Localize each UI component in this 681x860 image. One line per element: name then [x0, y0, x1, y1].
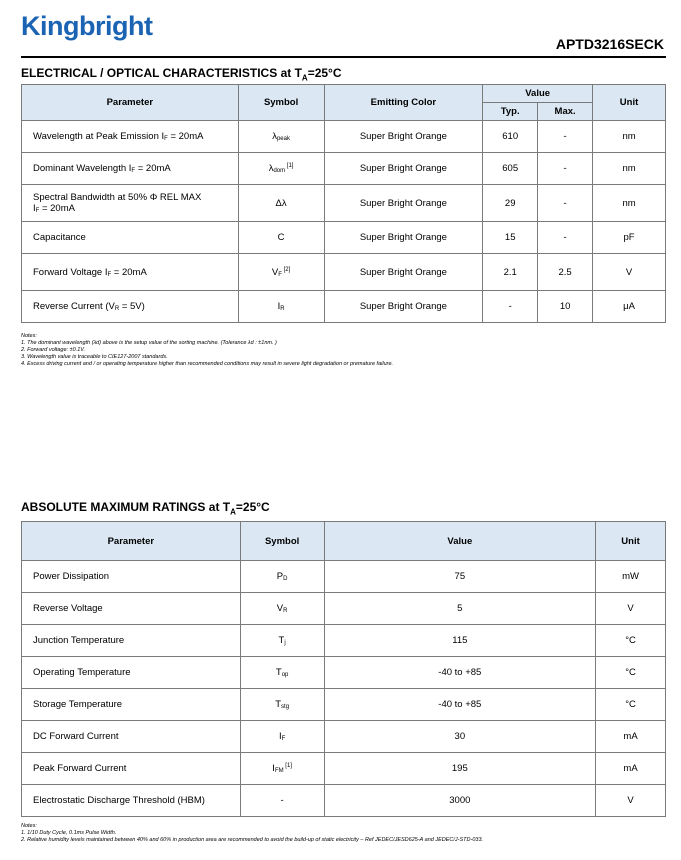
header-divider: [21, 56, 666, 58]
table-row: [22, 291, 666, 323]
electrical-section-title: ELECTRICAL / OPTICAL CHARACTERISTICS at $T_A=25^\circ C$: [21, 66, 342, 83]
symbol-cell: IR: [238, 291, 324, 323]
value-cell: 115: [324, 625, 596, 657]
symbol-cell: -: [240, 785, 324, 817]
param-subscript: R: [114, 306, 120, 312]
param-cell: Wavelength at Peak Emission IF = 20mA: [22, 121, 239, 153]
param-cell: Forward Voltage IF = 20mA: [22, 254, 239, 291]
symbol-subscript: D: [283, 576, 288, 582]
color-cell: Super Bright Orange: [324, 153, 483, 185]
param-cell: Operating Temperature: [22, 657, 241, 689]
symbol-cell: VF [2]: [238, 254, 324, 291]
value-cell: 195: [324, 753, 596, 785]
symbol-cell: Δλ: [238, 185, 324, 222]
unit-cell: μA: [593, 291, 666, 323]
param-cell: Peak Forward Current: [22, 753, 241, 785]
symbol-cell: C: [238, 222, 324, 254]
unit-cell: °C: [596, 625, 666, 657]
typ-cell: 605: [483, 153, 538, 185]
unit-cell: mW: [596, 561, 666, 593]
note-line: 1. The dominant wavelength (λd) above is the setup value of the sorting machine. (Tolerance λd : ±1nm. ): [21, 340, 277, 346]
param-cell: Spectral Bandwidth at 50% Φ REL MAX IF = 20mA: [22, 185, 239, 222]
unit-cell: mA: [596, 753, 666, 785]
table-row: [22, 785, 666, 817]
unit-cell: nm: [593, 185, 666, 222]
typ-cell: 29: [483, 185, 538, 222]
typ-cell: 2.1: [483, 254, 538, 291]
symbol-note-ref: [1]: [283, 763, 292, 769]
table-row: [22, 222, 666, 254]
unit-cell: V: [596, 785, 666, 817]
table-row: [22, 185, 666, 222]
value-cell: -40 to +85: [324, 657, 596, 689]
col-header-unit: Unit: [593, 85, 666, 121]
param-cell: Electrostatic Discharge Threshold (HBM): [22, 785, 241, 817]
max-cell: -: [538, 222, 593, 254]
table-row: [22, 121, 666, 153]
unit-cell: V: [596, 593, 666, 625]
param-cell: Junction Temperature: [22, 625, 241, 657]
max-cell: -: [538, 121, 593, 153]
symbol-cell: Tj: [240, 625, 324, 657]
table-row: [22, 721, 666, 753]
note-line: Notes:: [21, 823, 37, 829]
value-cell: 75: [324, 561, 596, 593]
unit-cell: nm: [593, 153, 666, 185]
symbol-cell: Tstg: [240, 689, 324, 721]
unit-cell: °C: [596, 657, 666, 689]
unit-cell: nm: [593, 121, 666, 153]
table-row: [22, 593, 666, 625]
color-cell: Super Bright Orange: [324, 185, 483, 222]
value-cell: -40 to +85: [324, 689, 596, 721]
value-cell: 3000: [324, 785, 596, 817]
abs-col-header-symbol: Symbol: [240, 522, 324, 561]
param-subscript: F: [131, 168, 136, 174]
note-line: 1. 1/10 Duty Cycle, 0.1ms Pulse Width.: [21, 830, 117, 836]
typ-cell: 15: [483, 222, 538, 254]
max-cell: -: [538, 153, 593, 185]
symbol-cell: λpeak: [238, 121, 324, 153]
symbol-subscript: dom: [273, 168, 286, 174]
col-header-parameter: Parameter: [22, 85, 239, 121]
col-header-symbol: Symbol: [238, 85, 324, 121]
brand-logo: Kingbright: [21, 11, 153, 41]
symbol-subscript: F: [278, 271, 282, 278]
max-cell: 2.5: [538, 254, 593, 291]
symbol-cell: VR: [240, 593, 324, 625]
color-cell: Super Bright Orange: [324, 254, 483, 291]
symbol-cell: λdom [1]: [238, 153, 324, 185]
symbol-cell: IF: [240, 721, 324, 753]
absolute-section-title: ABSOLUTE MAXIMUM RATINGS at $T_A=25^\circ C$: [21, 500, 270, 517]
table-row: [22, 625, 666, 657]
table-row: [22, 153, 666, 185]
symbol-note-ref: [2]: [281, 266, 291, 273]
param-cell: Capacitance: [22, 222, 239, 254]
abs-col-header-value: Value: [324, 522, 596, 561]
max-cell: -: [538, 185, 593, 222]
symbol-subscript: FM: [274, 768, 284, 774]
param-cell: Reverse Current (VR = 5V): [22, 291, 239, 323]
param-cell: Reverse Voltage: [22, 593, 241, 625]
value-cell: 5: [324, 593, 596, 625]
unit-cell: V: [593, 254, 666, 291]
col-header-value: Value: [483, 85, 593, 103]
typ-cell: -: [483, 291, 538, 323]
param-cell: Power Dissipation: [22, 561, 241, 593]
absolute-table: [21, 521, 666, 817]
unit-cell: mA: [596, 721, 666, 753]
unit-cell: pF: [593, 222, 666, 254]
abs-col-header-unit: Unit: [596, 522, 666, 561]
note-line: 4. Excess driving current and / or operating temperature higher than recommended conditions may result in severe light degradation or premature failure.: [21, 361, 394, 367]
table-row: [22, 689, 666, 721]
symbol-subscript: R: [280, 306, 285, 312]
symbol-subscript: R: [283, 608, 288, 614]
col-header-typ: Typ.: [483, 103, 538, 121]
table-row: [22, 561, 666, 593]
table-row: [22, 657, 666, 689]
param-cell: DC Forward Current: [22, 721, 241, 753]
param-subscript: F: [164, 136, 168, 142]
color-cell: Super Bright Orange: [324, 121, 483, 153]
electrical-table: [21, 84, 666, 323]
electrical-notes: [21, 333, 393, 368]
max-cell: 10: [538, 291, 593, 323]
unit-cell: °C: [596, 689, 666, 721]
typ-cell: 610: [483, 121, 538, 153]
part-number: APTD3216SECK: [555, 36, 664, 52]
color-cell: Super Bright Orange: [324, 291, 483, 323]
table-row: [22, 254, 666, 291]
param-cell: Dominant Wavelength IF = 20mA: [22, 153, 239, 185]
symbol-subscript: peak: [276, 136, 290, 142]
symbol-subscript: stg: [281, 704, 290, 710]
note-line: 2. Relative humidity levels maintained between 40% and 60% in production area are recommended to avoid the build-up of static electricity – Ref JEDEC/JESD625-A and JEDEC/J-STD-033.: [21, 837, 484, 843]
col-header-emitting-color: Emitting Color: [324, 85, 483, 121]
color-cell: Super Bright Orange: [324, 222, 483, 254]
symbol-subscript: F: [281, 736, 286, 742]
note-line: 2. Forward voltage: ±0.1V.: [21, 347, 86, 353]
param-subscript: F: [107, 271, 112, 278]
symbol-cell: Top: [240, 657, 324, 689]
abs-col-header-parameter: Parameter: [22, 522, 241, 561]
value-cell: 30: [324, 721, 596, 753]
absolute-notes: [21, 823, 483, 844]
symbol-subscript: op: [281, 672, 289, 678]
note-line: Notes:: [21, 333, 37, 339]
symbol-note-ref: [1]: [285, 163, 294, 169]
param-cell: Storage Temperature: [22, 689, 241, 721]
symbol-subscript: j: [284, 640, 286, 646]
symbol-cell: IFM [1]: [240, 753, 324, 785]
col-header-max: Max.: [538, 103, 593, 121]
param-subscript: F: [35, 208, 40, 214]
symbol-cell: PD: [240, 561, 324, 593]
note-line: 3. Wavelength value is traceable to CIE127-2007 standards.: [21, 354, 168, 360]
table-row: [22, 753, 666, 785]
